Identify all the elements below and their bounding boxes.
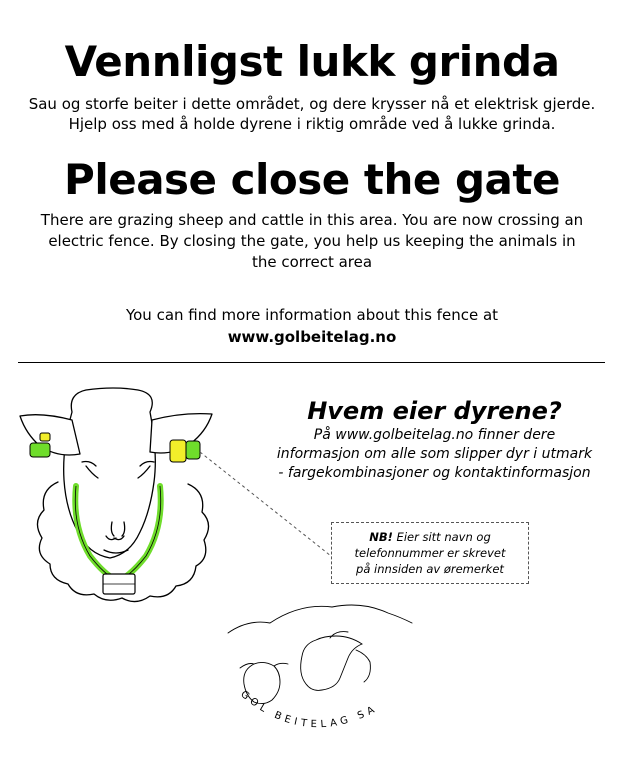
logo-text bbox=[238, 689, 380, 730]
info-text: You can find more information about this fence at bbox=[125, 306, 499, 324]
owners-section bbox=[262, 396, 607, 483]
logo-text-path: GOL BEITELAG SA bbox=[238, 688, 380, 731]
owners-heading: Hvem eier dyrene? bbox=[307, 397, 562, 425]
norwegian-title: Vennligst lukk grinda bbox=[64, 37, 560, 86]
note-line bbox=[332, 529, 528, 545]
note-line: telefonnummer er skrevet bbox=[354, 546, 506, 560]
english-title: Please close the gate bbox=[64, 155, 560, 204]
norwegian-body-line: Sau og storfe beiter i dette området, og dere krysser nå et elektrisk gjerde. bbox=[28, 95, 596, 113]
english-body-line: the correct area bbox=[251, 253, 373, 271]
owners-line: - fargekombinasjoner og kontaktinformasjon bbox=[278, 465, 591, 481]
note-line: på innsiden av øremerket bbox=[356, 562, 504, 576]
norwegian-body-line: Hjelp oss med å holde dyrene i riktig område ved å lukke grinda. bbox=[68, 115, 556, 133]
info-url-link[interactable]: www.golbeitelag.no bbox=[227, 328, 397, 346]
note-text: Eier sitt navn og bbox=[396, 530, 491, 544]
note-label: NB! bbox=[369, 530, 393, 544]
english-body-line: There are grazing sheep and cattle in this area. You are now crossing an bbox=[40, 211, 584, 229]
english-body-line: electric fence. By closing the gate, you help us keeping the animals in bbox=[48, 232, 576, 250]
logo-sheep-cattle bbox=[228, 605, 412, 704]
owners-line: informasjon om alle som slipper dyr i utmark bbox=[276, 446, 593, 462]
sheep-illustration bbox=[20, 388, 212, 602]
note-box bbox=[331, 522, 529, 584]
right-ear-tag bbox=[170, 440, 200, 462]
owners-line: På www.golbeitelag.no finner dere bbox=[313, 427, 556, 443]
